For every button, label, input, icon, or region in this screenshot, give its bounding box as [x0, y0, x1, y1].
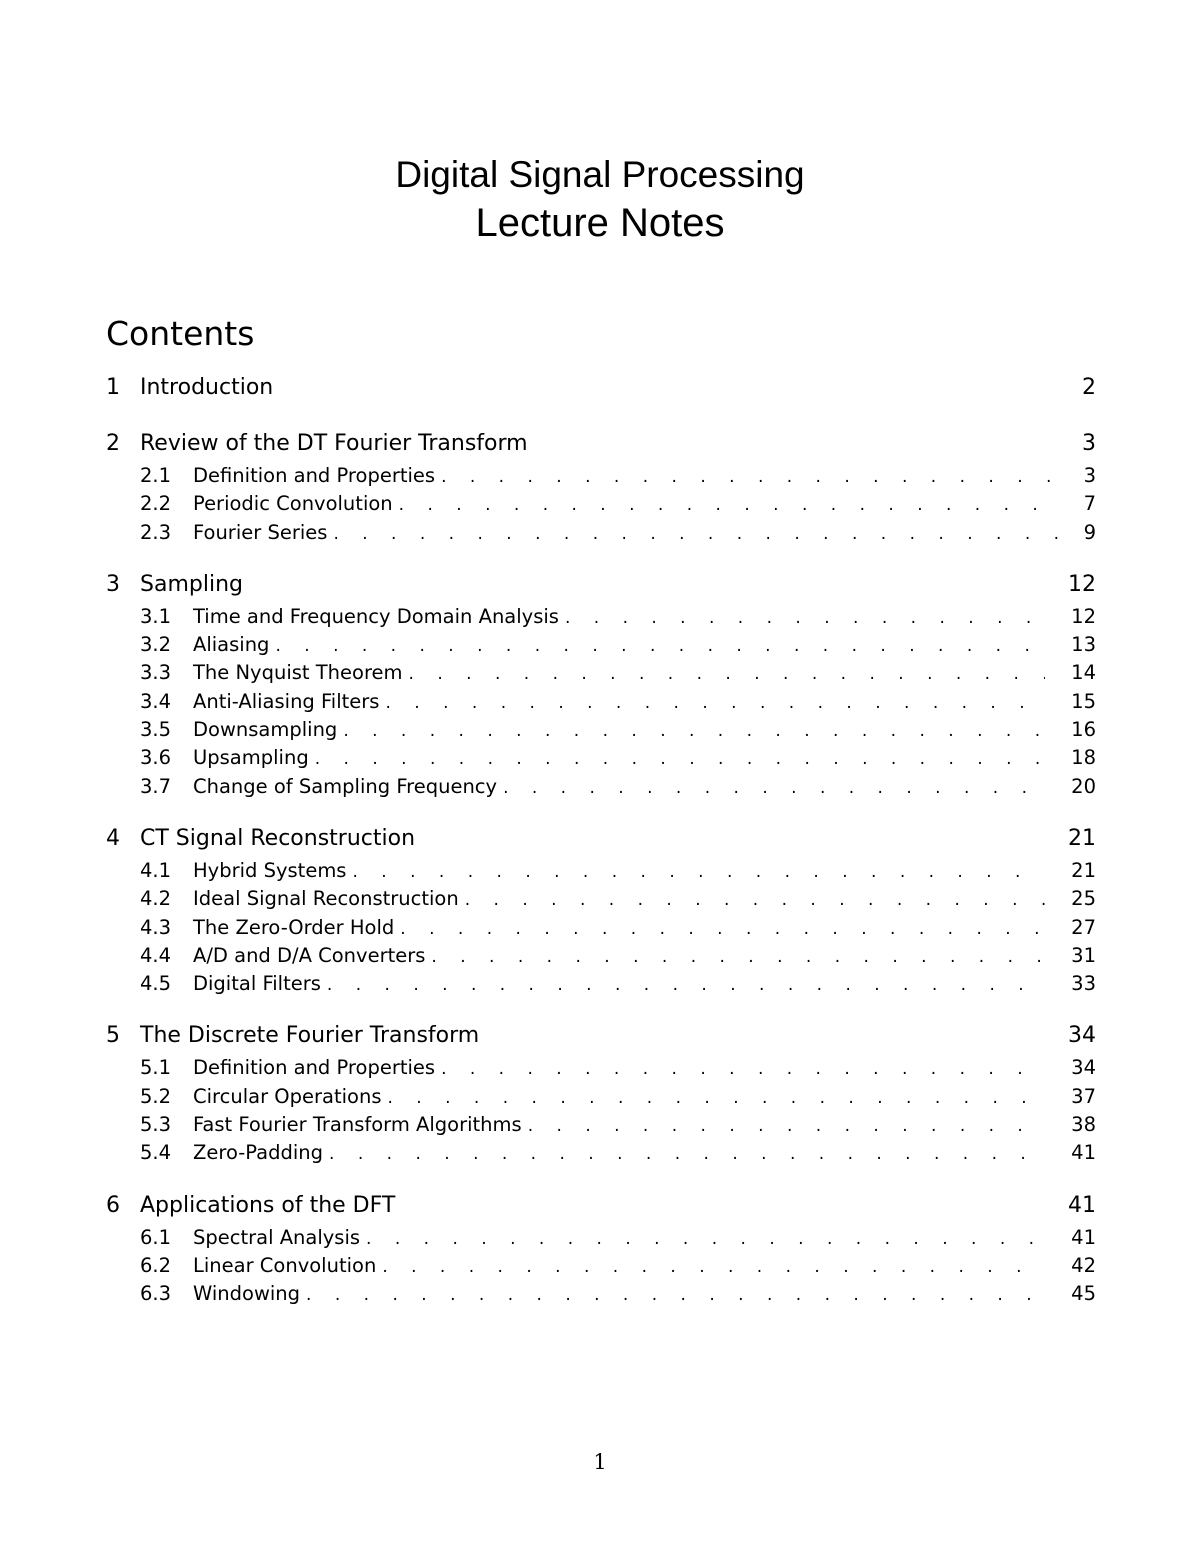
subsection-number: 3.3	[140, 661, 172, 685]
subsection-page: 37	[1071, 1084, 1096, 1108]
subsection-page: 34	[1071, 1056, 1096, 1080]
subsection-page: 15	[1071, 689, 1096, 713]
dot-leader	[343, 717, 1045, 745]
toc-section-entry[interactable]	[106, 1018, 1096, 1054]
toc-subsection-entry[interactable]	[106, 659, 1096, 687]
section-number: 6	[106, 1192, 120, 1218]
section-page: 3	[1082, 431, 1096, 456]
dot-leader	[329, 1140, 1045, 1168]
section-number: 2	[106, 431, 120, 456]
section-title: Sampling	[140, 571, 243, 597]
subsection-number: 2.2	[140, 492, 172, 516]
dot-leader	[333, 520, 1057, 548]
toc-section-entry[interactable]	[106, 567, 1096, 603]
toc-section	[106, 370, 1096, 406]
subsection-title: Fourier Series	[193, 520, 328, 544]
subsection-page: 3	[1083, 464, 1096, 487]
subsection-title: The Zero-Order Hold	[193, 915, 395, 939]
subsection-page: 12	[1071, 604, 1096, 628]
subsection-title: Digital Filters	[193, 972, 321, 996]
dot-leader	[399, 491, 1058, 519]
toc-subsection-entry[interactable]	[106, 970, 1096, 998]
subsection-number: 3.7	[140, 774, 172, 798]
subsection-number: 2.3	[140, 520, 172, 544]
subsection-number: 6.2	[140, 1253, 172, 1277]
subsection-number: 5.2	[140, 1084, 172, 1108]
subsection-number: 4.5	[140, 972, 172, 996]
section-number: 1	[106, 375, 120, 400]
subsection-title: Time and Frequency Domain Analysis	[193, 604, 559, 628]
subsection-page: 14	[1071, 661, 1096, 685]
subsection-number: 6.3	[140, 1282, 172, 1306]
subsection-number: 3.1	[140, 604, 172, 628]
toc-subsection-entry[interactable]	[106, 462, 1096, 490]
dot-leader	[409, 660, 1046, 688]
toc-subsection-entry[interactable]	[106, 716, 1096, 744]
subsection-title: The Nyquist Theorem	[193, 661, 403, 685]
subsection-title: Definition and Properties	[193, 464, 436, 487]
toc-subsection-entry[interactable]	[106, 490, 1096, 518]
subsection-title: Linear Convolution	[193, 1253, 377, 1277]
section-page: 21	[1068, 825, 1096, 851]
dot-leader	[388, 1084, 1046, 1112]
section-title: The Discrete Fourier Transform	[140, 1023, 480, 1049]
subsection-page: 25	[1071, 887, 1096, 911]
section-page: 2	[1082, 375, 1096, 400]
dot-leader	[465, 886, 1045, 914]
subsection-page: 41	[1071, 1225, 1096, 1249]
subsection-number: 4.3	[140, 915, 172, 939]
section-number: 4	[106, 825, 120, 851]
subsection-page: 38	[1071, 1113, 1096, 1137]
toc-section	[106, 426, 1096, 547]
section-page: 41	[1068, 1192, 1096, 1218]
toc-subsection-entry[interactable]	[106, 1252, 1096, 1280]
subsection-title: Change of Sampling Frequency	[193, 774, 498, 798]
subsection-page: 9	[1083, 520, 1096, 544]
section-title: Review of the DT Fourier Transform	[140, 431, 528, 456]
subsection-page: 31	[1071, 943, 1096, 967]
section-title: CT Signal Reconstruction	[140, 825, 416, 851]
subsection-title: Zero-Padding	[193, 1141, 324, 1165]
dot-leader	[382, 1253, 1045, 1281]
section-number: 5	[106, 1023, 120, 1049]
dot-leader	[441, 463, 1058, 491]
subsection-number: 5.4	[140, 1141, 172, 1165]
toc-subsection-entry[interactable]	[106, 857, 1096, 885]
section-page: 12	[1068, 571, 1096, 597]
subsection-page: 21	[1071, 858, 1096, 882]
page-number: 1	[593, 1450, 607, 1474]
dot-leader	[385, 689, 1045, 717]
toc-subsection-entry[interactable]	[106, 773, 1096, 801]
toc-subsection-entry[interactable]	[106, 688, 1096, 716]
toc-section-entry[interactable]	[106, 370, 1096, 406]
toc-subsection-entry[interactable]	[106, 1111, 1096, 1139]
toc-subsection-entry[interactable]	[106, 885, 1096, 913]
toc-section	[106, 1188, 1096, 1309]
subsection-title: Spectral Analysis	[193, 1225, 361, 1249]
dot-leader	[431, 943, 1045, 971]
section-title: Applications of the DFT	[140, 1192, 396, 1218]
subsection-number: 4.1	[140, 858, 172, 882]
toc-subsection-entry[interactable]	[106, 1280, 1096, 1308]
toc-subsection-entry[interactable]	[106, 631, 1096, 659]
subsection-title: Windowing	[193, 1282, 301, 1306]
subsection-title: Circular Operations	[193, 1084, 382, 1108]
subsection-page: 7	[1083, 492, 1096, 516]
toc-subsection-entry[interactable]	[106, 942, 1096, 970]
document-title: Digital Signal Processing	[395, 154, 805, 195]
subsection-page: 33	[1071, 972, 1096, 996]
subsection-number: 5.1	[140, 1056, 172, 1080]
toc-section	[106, 821, 1096, 998]
dot-leader	[315, 745, 1045, 773]
dot-leader	[565, 604, 1045, 632]
dot-leader	[503, 774, 1045, 802]
section-title: Introduction	[140, 375, 274, 400]
toc-section-entry[interactable]	[106, 1188, 1096, 1224]
toc-subsection-entry[interactable]	[106, 914, 1096, 942]
subsection-title: Anti-Aliasing Filters	[193, 689, 380, 713]
dot-leader	[528, 1112, 1045, 1140]
table-of-contents	[106, 370, 1096, 1329]
subsection-number: 4.2	[140, 887, 172, 911]
toc-subsection-entry[interactable]	[106, 603, 1096, 631]
subsection-number: 4.4	[140, 943, 172, 967]
subsection-title: Aliasing	[193, 633, 270, 657]
toc-section-entry[interactable]	[106, 821, 1096, 857]
contents-heading: Contents	[106, 314, 255, 353]
toc-subsection-entry[interactable]	[106, 1083, 1096, 1111]
subsection-page: 20	[1071, 774, 1096, 798]
toc-section	[106, 1018, 1096, 1167]
dot-leader	[400, 915, 1045, 943]
dot-leader	[441, 1055, 1045, 1083]
toc-subsection-entry[interactable]	[106, 1054, 1096, 1082]
document-subtitle: Lecture Notes	[475, 201, 725, 245]
toc-subsection-entry[interactable]	[106, 1139, 1096, 1167]
subsection-number: 3.4	[140, 689, 172, 713]
toc-subsection-entry[interactable]	[106, 1224, 1096, 1252]
toc-subsection-entry[interactable]	[106, 744, 1096, 772]
subsection-number: 3.5	[140, 718, 172, 742]
subsection-title: Periodic Convolution	[193, 492, 393, 516]
subsection-page: 13	[1071, 633, 1096, 657]
dot-leader	[327, 971, 1045, 999]
subsection-title: Ideal Signal Reconstruction	[193, 887, 459, 911]
dot-leader	[352, 858, 1045, 886]
subsection-title: Fast Fourier Transform Algorithms	[193, 1113, 522, 1137]
subsection-page: 16	[1071, 718, 1096, 742]
toc-section-entry[interactable]	[106, 426, 1096, 462]
toc-section	[106, 567, 1096, 801]
dot-leader	[366, 1225, 1045, 1253]
dot-leader	[306, 1281, 1045, 1309]
subsection-number: 6.1	[140, 1225, 172, 1249]
subsection-number: 3.2	[140, 633, 172, 657]
dot-leader	[275, 632, 1045, 660]
subsection-title: A/D and D/A Converters	[193, 943, 426, 967]
subsection-page: 41	[1071, 1141, 1096, 1165]
subsection-number: 5.3	[140, 1113, 172, 1137]
toc-subsection-entry[interactable]	[106, 519, 1096, 547]
subsection-title: Definition and Properties	[193, 1056, 436, 1080]
subsection-number: 2.1	[140, 464, 172, 487]
section-number: 3	[106, 571, 120, 597]
subsection-title: Downsampling	[193, 718, 338, 742]
subsection-title: Hybrid Systems	[193, 858, 347, 882]
subsection-page: 18	[1071, 746, 1096, 770]
subsection-page: 45	[1071, 1282, 1096, 1306]
subsection-number: 3.6	[140, 746, 172, 770]
section-page: 34	[1068, 1023, 1096, 1049]
subsection-page: 27	[1071, 915, 1096, 939]
subsection-title: Upsampling	[193, 746, 309, 770]
subsection-page: 42	[1071, 1253, 1096, 1277]
